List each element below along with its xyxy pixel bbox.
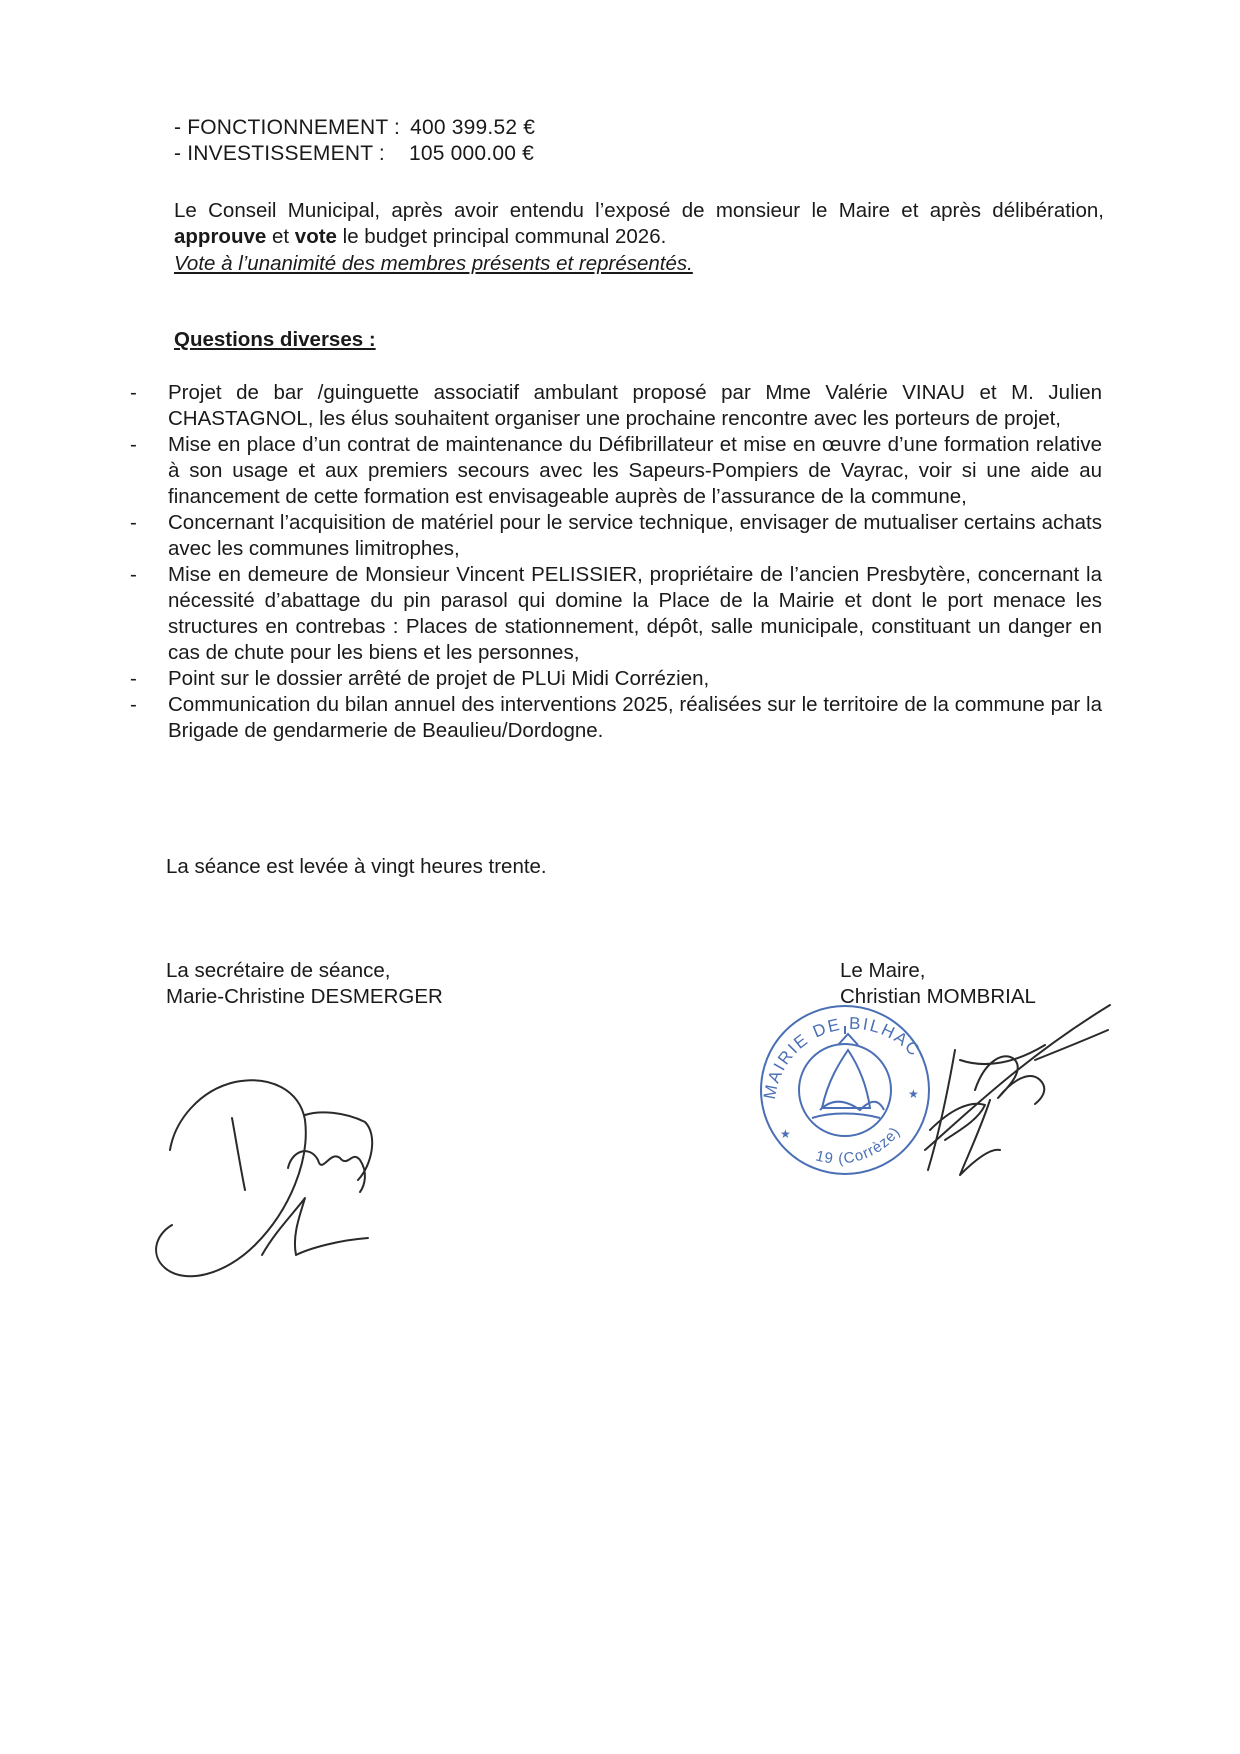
deliberation-and: et [271, 225, 290, 248]
list-item-text: Projet de bar /guinguette associatif ambulant proposé par Mme Valérie VINAU et M. Julien CHASTAGNOL, les élus souhaitent organiser une prochaine rencontre avec les porteurs de projet, [168, 381, 1102, 430]
stamp-bottom-text: 19 (Corrèze) [813, 1123, 904, 1168]
secretary-name: Marie-Christine DESMERGER [166, 985, 443, 1008]
mayor-role: Le Maire, [840, 959, 926, 982]
budget-fonctionnement-label: - FONCTIONNEMENT : [174, 116, 401, 139]
list-item-text: Concernant l’acquisition de matériel pour le service technique, envisager de mutualiser certains achats avec les communes limitrophes, [168, 511, 1102, 560]
list-item-text: Mise en place d’un contrat de maintenance du Défibrillateur et mise en œuvre d’une formation relative à son usage et aux premiers secours avec les Sapeurs-Pompiers de Vayrac, voir si une aide au financement de cette formation est envisageable auprès de l’assurance de la commune, [168, 433, 1102, 508]
list-item-text: Mise en demeure de Monsieur Vincent PELISSIER, propriétaire de l’ancien Presbytère, concernant la nécessité d’abattage du pin parasol qui domine la Place de la Mairie et dont le port menace les structures en contrebas : Places de stationnement, dépôt, salle municipale, constituant un danger en cas de chute pour les biens et les personnes, [168, 563, 1102, 664]
bullet-dash: - [130, 381, 137, 404]
bullet-dash: - [130, 511, 137, 534]
bullet-dash: - [130, 563, 137, 586]
budget-investissement-amount: 105 000.00 € [408, 142, 534, 165]
deliberation-vote-word: vote [294, 225, 337, 248]
bullet-dash: - [130, 693, 137, 716]
list-item-text: Communication du bilan annuel des interventions 2025, réalisées sur le territoire de la commune par la Brigade de gendarmerie de Beaulieu/Dordogne. [168, 693, 1102, 742]
mayor-name: Christian MOMBRIAL [840, 985, 1036, 1008]
closing-statement: La séance est levée à vingt heures trente. [166, 855, 547, 878]
deliberation-text-2: le budget principal communal 2026. [342, 225, 667, 248]
section-title: Questions diverses : [174, 328, 376, 351]
budget-fonctionnement-amount: 400 399.52 € [410, 116, 536, 139]
deliberation-text-1: Le Conseil Municipal, après avoir entendu l’exposé de monsieur le Maire et après délibération, [174, 199, 1104, 222]
star-icon: ★ [908, 1087, 919, 1101]
list-item-text: Point sur le dossier arrêté de projet de PLUi Midi Corrézien, [168, 667, 710, 690]
secretary-role: La secrétaire de séance, [166, 959, 391, 982]
vote-result: Vote à l’unanimité des membres présents et représentés. [174, 252, 693, 275]
deliberation-approve: approuve [174, 225, 267, 248]
star-icon: ★ [780, 1127, 791, 1141]
budget-investissement-label: - INVESTISSEMENT : [174, 142, 385, 165]
bullet-dash: - [130, 667, 137, 690]
stamp-top-text: MAIRIE DE BILHAC [759, 1013, 925, 1101]
bullet-dash: - [130, 433, 137, 456]
